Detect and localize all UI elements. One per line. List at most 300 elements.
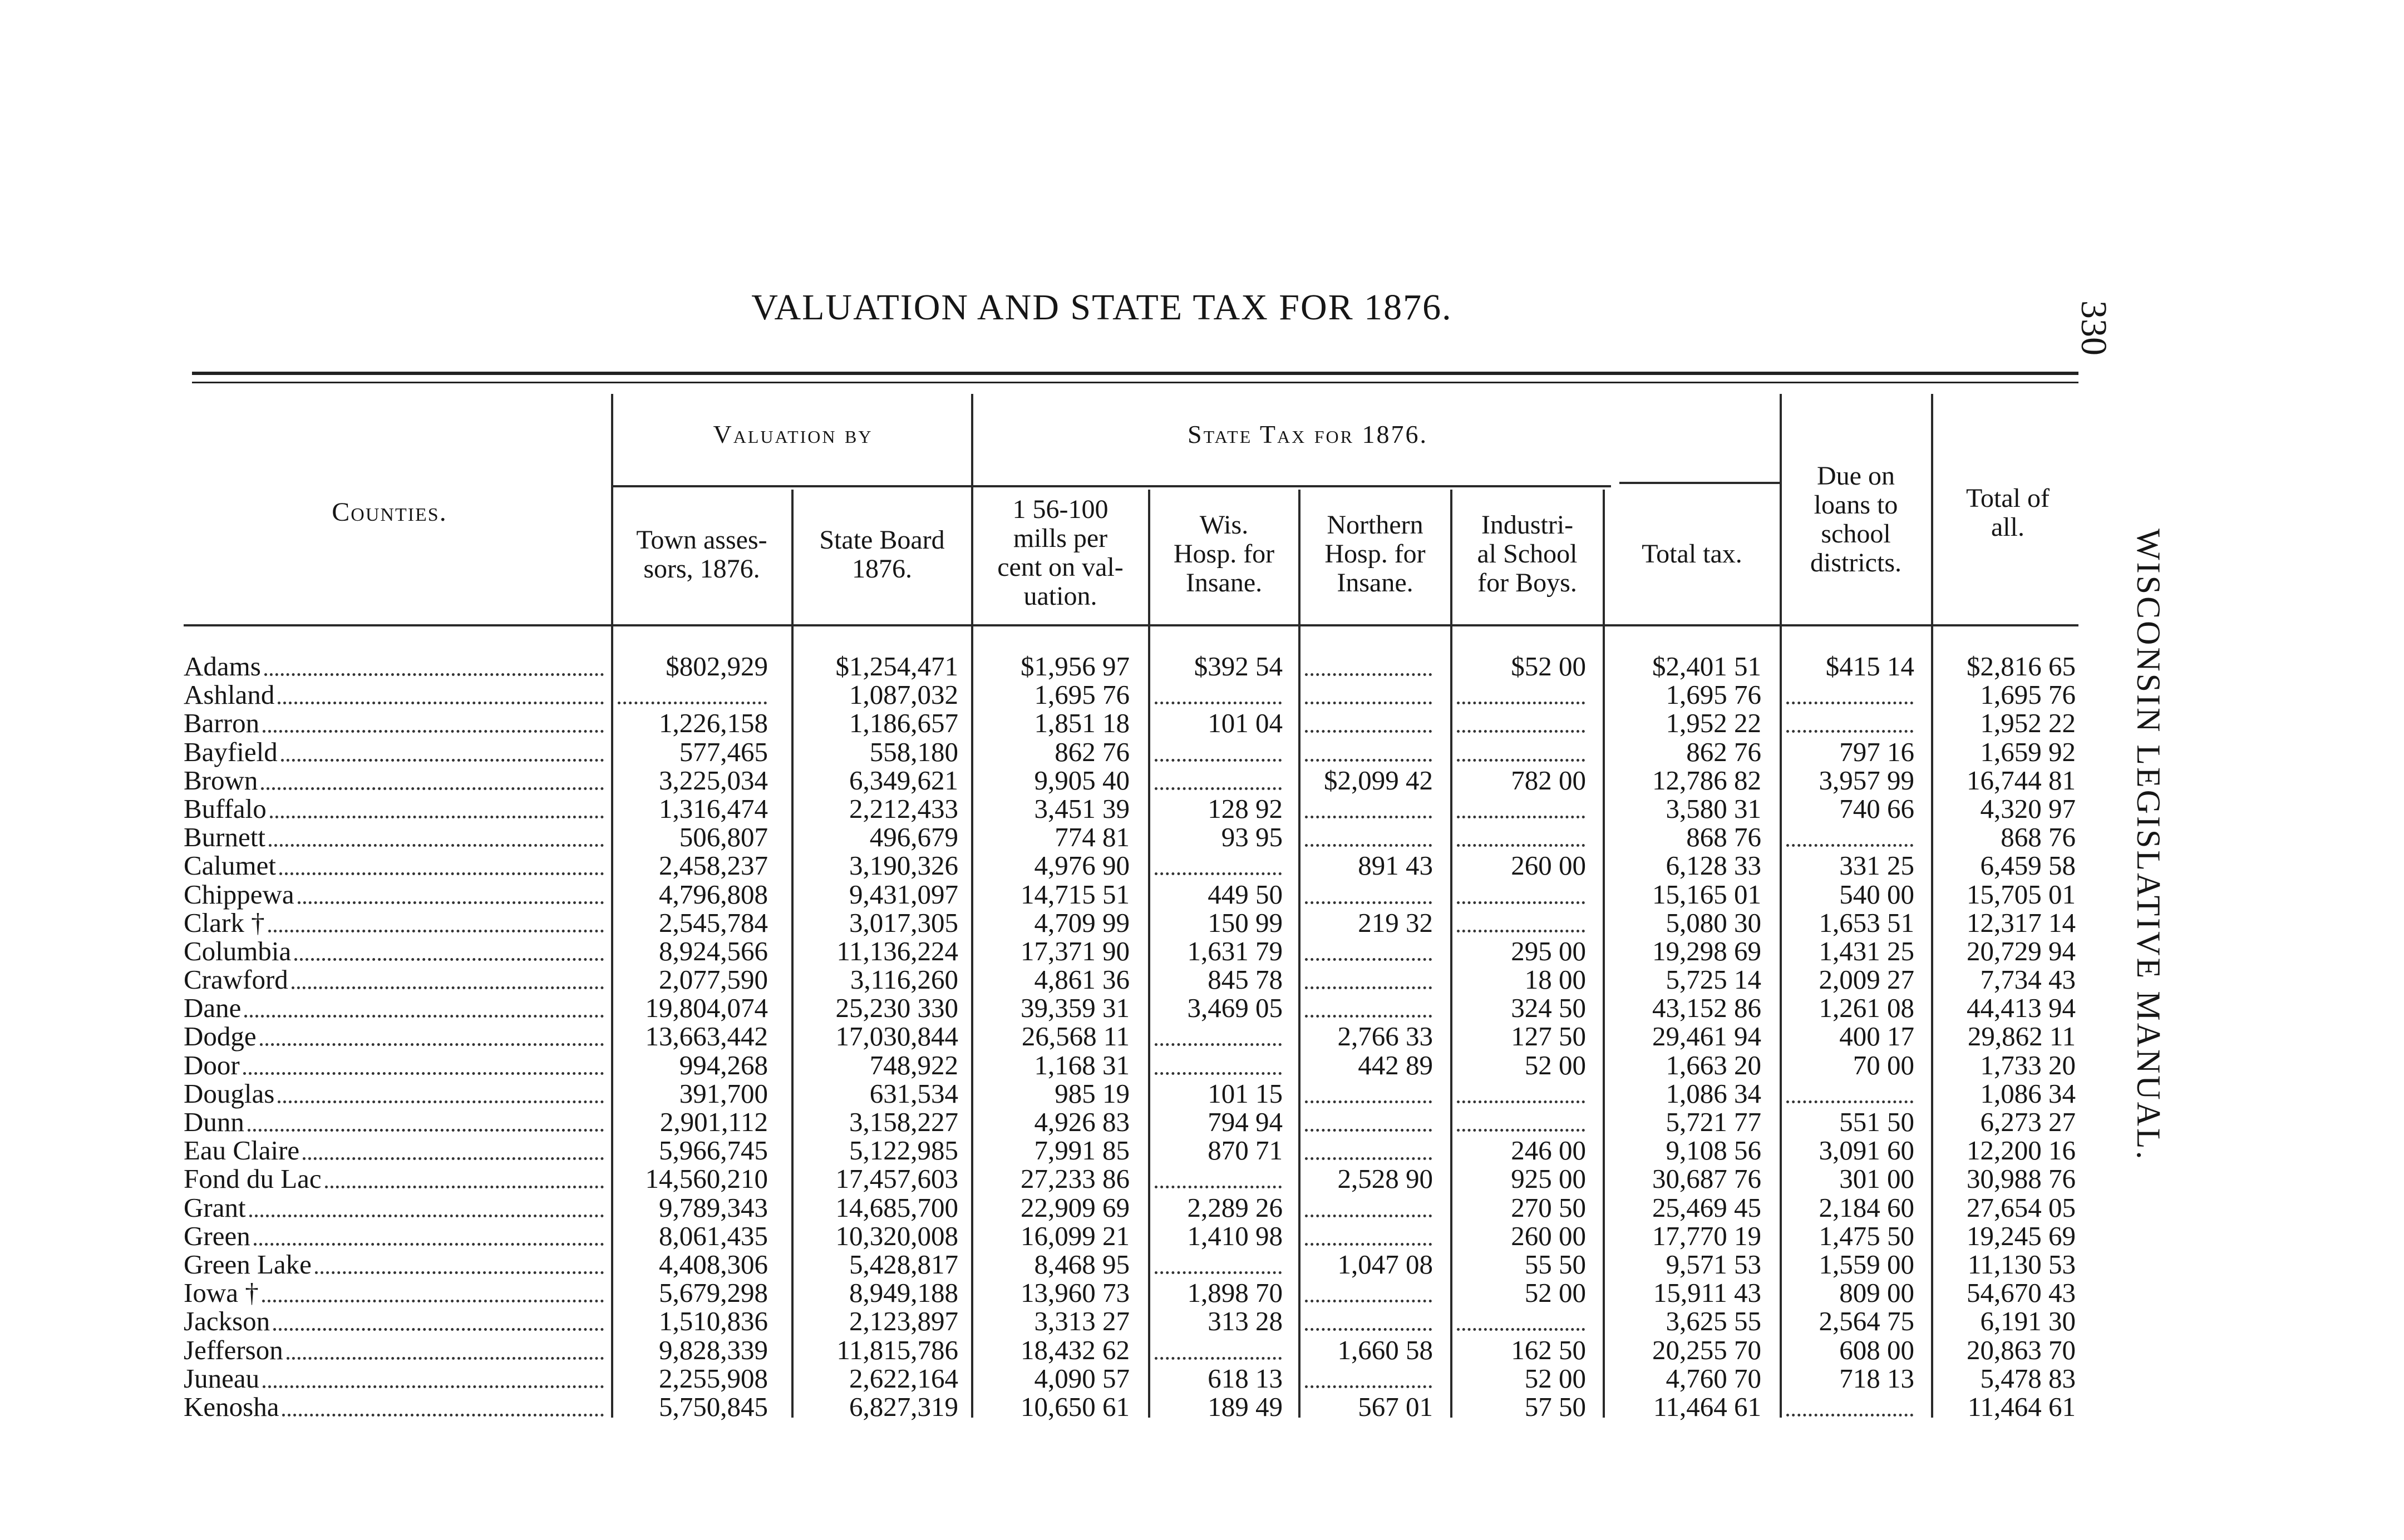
all-cell: 44,413 94 <box>1967 993 2076 1024</box>
county-name: Eau Claire <box>184 1135 300 1166</box>
board-cell: 5,122,985 <box>849 1135 958 1166</box>
total-cell: 3,580 31 <box>1666 793 1761 824</box>
mills-cell: 26,568 11 <box>1021 1021 1130 1052</box>
board-cell: 1,186,657 <box>849 708 958 739</box>
mills-cell: 27,233 86 <box>1021 1163 1130 1195</box>
total-cell: 5,080 30 <box>1666 907 1761 938</box>
empty-cell-leader <box>1305 673 1432 676</box>
total-cell: 5,725 14 <box>1666 964 1761 995</box>
mills-cell: 10,650 61 <box>1021 1391 1130 1422</box>
total-cell: 9,108 56 <box>1666 1135 1761 1166</box>
due-cell: 608 00 <box>1839 1334 1914 1365</box>
county-name: Adams <box>184 651 261 682</box>
board-cell: 9,431,097 <box>849 878 958 910</box>
county-name: Kenosha <box>184 1391 279 1422</box>
total-cell: 15,165 01 <box>1652 878 1761 910</box>
mills-cell: 4,090 57 <box>1034 1363 1130 1394</box>
board-cell: 2,622,164 <box>849 1363 958 1394</box>
county-name: Fond du Lac <box>184 1163 322 1195</box>
ind-cell: 57 50 <box>1524 1391 1586 1422</box>
board-cell: 14,685,700 <box>835 1192 958 1223</box>
empty-cell-leader <box>1305 1015 1432 1018</box>
board-cell: 2,123,897 <box>849 1306 958 1337</box>
county-name-cell <box>184 738 604 766</box>
town-cell: 5,750,845 <box>659 1391 768 1422</box>
due-cell: 809 00 <box>1839 1277 1914 1309</box>
table-row <box>184 794 2087 823</box>
page-title: VALUATION AND STATE TAX FOR 1876. <box>751 287 1452 328</box>
board-cell: 3,190,326 <box>849 850 958 881</box>
total-cell: 1,695 76 <box>1666 679 1761 710</box>
town-cell: 4,796,808 <box>659 878 768 910</box>
table-row <box>184 1193 2087 1222</box>
county-name: Columbia <box>184 935 292 966</box>
ind-cell: 52 00 <box>1524 1277 1586 1309</box>
mills-cell: 4,861 36 <box>1034 964 1130 995</box>
empty-cell-leader <box>1457 930 1585 932</box>
total-cell: 19,298 69 <box>1652 935 1761 966</box>
town-cell: 506,807 <box>679 822 768 853</box>
ind-cell: 18 00 <box>1524 964 1586 995</box>
all-cell: 19,245 69 <box>1967 1220 2076 1251</box>
due-cell: 1,431 25 <box>1819 935 1914 966</box>
wis-cell: 101 04 <box>1208 708 1283 739</box>
ind-cell: 925 00 <box>1511 1163 1586 1195</box>
all-cell: 15,705 01 <box>1967 878 2076 910</box>
due-cell: 301 00 <box>1839 1163 1914 1195</box>
all-cell: $2,816 65 <box>1967 651 2076 682</box>
town-cell: 2,077,590 <box>659 964 768 995</box>
empty-cell-leader <box>1305 1100 1432 1103</box>
empty-cell-leader <box>1457 816 1585 818</box>
all-cell: 54,670 43 <box>1967 1277 2076 1309</box>
due-cell: 1,475 50 <box>1819 1220 1914 1251</box>
all-cell: 868 76 <box>2001 822 2076 853</box>
dot-leader <box>279 851 604 875</box>
due-cell: 540 00 <box>1839 878 1914 910</box>
header-industrial-school: Industri- al School for Boys. <box>1477 510 1578 598</box>
total-cell: 20,255 70 <box>1652 1334 1761 1365</box>
board-cell: 3,158,227 <box>849 1107 958 1137</box>
total-cell: 12,786 82 <box>1652 764 1761 796</box>
empty-cell-leader <box>1305 1129 1432 1132</box>
table-row <box>184 994 2087 1022</box>
dot-leader <box>287 1336 604 1360</box>
north-cell: 891 43 <box>1358 850 1433 881</box>
dot-leader <box>264 652 604 676</box>
top-rule-thick <box>192 372 2078 375</box>
board-cell: 3,017,305 <box>849 907 958 938</box>
town-cell: 2,458,237 <box>659 850 768 881</box>
county-name: Brown <box>184 764 258 796</box>
valuation-group-rule <box>611 485 973 487</box>
town-cell: 8,061,435 <box>659 1220 768 1251</box>
north-cell: 1,660 58 <box>1337 1334 1433 1365</box>
empty-cell-leader <box>1305 1385 1432 1388</box>
due-cell: 331 25 <box>1839 850 1914 881</box>
wis-cell: 2,289 26 <box>1187 1192 1283 1223</box>
header-town-assessors: Town asses- sors, 1876. <box>636 525 767 584</box>
dot-leader <box>292 965 604 989</box>
ind-cell: 260 00 <box>1511 850 1586 881</box>
table-row <box>184 1079 2087 1108</box>
wis-cell: $392 54 <box>1194 651 1283 682</box>
state-tax-group-rule <box>971 485 1611 487</box>
table-row <box>184 1136 2087 1164</box>
empty-cell-leader <box>1457 901 1585 904</box>
table-row <box>184 1279 2087 1307</box>
mills-cell: 14,715 51 <box>1021 878 1130 910</box>
dot-leader <box>282 1393 604 1416</box>
empty-cell-leader <box>1457 1328 1585 1331</box>
mills-cell: $1,956 97 <box>1021 651 1130 682</box>
county-name: Burnett <box>184 822 265 853</box>
dot-leader <box>273 1307 604 1331</box>
ind-cell: 162 50 <box>1511 1334 1586 1365</box>
board-cell: $1,254,471 <box>835 651 958 682</box>
board-cell: 558,180 <box>869 736 958 767</box>
county-name-cell <box>184 1393 604 1421</box>
empty-cell-leader <box>1305 844 1432 847</box>
county-name: Douglas <box>184 1078 275 1109</box>
town-cell: 5,966,745 <box>659 1135 768 1166</box>
total-cell: 862 76 <box>1686 736 1761 767</box>
county-name-cell <box>184 880 604 909</box>
dot-leader <box>260 1022 604 1046</box>
due-cell: 797 16 <box>1839 736 1914 767</box>
mills-cell: 17,371 90 <box>1021 935 1130 966</box>
all-cell: 1,659 92 <box>1980 736 2076 767</box>
county-name: Dane <box>184 993 242 1024</box>
empty-cell-leader <box>1155 1072 1282 1075</box>
data-table-body <box>184 652 2087 1421</box>
county-name: Grant <box>184 1192 246 1223</box>
mills-cell: 1,168 31 <box>1034 1049 1130 1080</box>
county-name-cell <box>184 652 604 680</box>
board-cell: 748,922 <box>869 1049 958 1080</box>
total-cell: 17,770 19 <box>1652 1220 1761 1251</box>
town-cell: $802,929 <box>666 651 768 682</box>
table-row <box>184 680 2087 709</box>
empty-cell-leader <box>1305 730 1432 733</box>
all-cell: 6,273 27 <box>1980 1107 2076 1137</box>
town-cell: 577,465 <box>679 736 768 767</box>
ind-cell: 127 50 <box>1511 1021 1586 1052</box>
county-name-cell <box>184 909 604 937</box>
county-name-cell <box>184 851 604 880</box>
mills-cell: 39,359 31 <box>1021 993 1130 1024</box>
empty-cell-leader <box>1305 1243 1432 1246</box>
due-cell: 2,564 75 <box>1819 1306 1914 1337</box>
empty-cell-leader <box>618 702 767 704</box>
board-cell: 11,136,224 <box>836 935 958 966</box>
dot-leader <box>278 680 604 704</box>
all-cell: 4,320 97 <box>1980 793 2076 824</box>
table-row <box>184 1051 2087 1079</box>
empty-cell-leader <box>1155 702 1282 704</box>
table-row <box>184 1336 2087 1364</box>
table-row <box>184 652 2087 680</box>
table-row <box>184 1393 2087 1421</box>
county-name: Dodge <box>184 1021 257 1052</box>
table-row <box>184 1307 2087 1335</box>
total-cell: 15,911 43 <box>1653 1277 1761 1309</box>
town-cell: 9,828,339 <box>659 1334 768 1365</box>
empty-cell-leader <box>1305 702 1432 704</box>
total-cell: 1,952 22 <box>1666 708 1761 739</box>
table-row <box>184 1108 2087 1136</box>
wis-cell: 1,631 79 <box>1187 935 1283 966</box>
empty-cell-leader <box>1457 702 1585 704</box>
total-cell: $2,401 51 <box>1652 651 1761 682</box>
board-cell: 6,827,319 <box>849 1391 958 1422</box>
due-cell: 2,184 60 <box>1819 1192 1914 1223</box>
north-cell: 1,047 08 <box>1337 1248 1433 1280</box>
all-cell: 1,952 22 <box>1980 708 2076 739</box>
town-cell: 391,700 <box>679 1078 768 1109</box>
all-cell: 12,317 14 <box>1967 907 2076 938</box>
ind-cell: 55 50 <box>1524 1248 1586 1280</box>
all-cell: 6,191 30 <box>1980 1306 2076 1337</box>
header-mills: 1 56-100 mills per cent on val- uation. <box>997 495 1124 611</box>
total-cell: 9,571 53 <box>1666 1248 1761 1280</box>
due-cell: 70 00 <box>1853 1049 1914 1080</box>
wis-cell: 794 94 <box>1208 1107 1283 1137</box>
dot-leader <box>262 1279 604 1302</box>
all-cell: 1,733 20 <box>1980 1049 2076 1080</box>
total-cell: 6,128 33 <box>1666 850 1761 881</box>
table-row <box>184 738 2087 766</box>
county-name-cell <box>184 937 604 965</box>
town-cell: 8,924,566 <box>659 935 768 966</box>
town-cell: 9,789,343 <box>659 1192 768 1223</box>
town-cell: 3,225,034 <box>659 764 768 796</box>
empty-cell-leader <box>1786 1414 1913 1416</box>
all-cell: 1,086 34 <box>1980 1078 2076 1109</box>
dot-leader <box>243 1051 604 1075</box>
top-rule-thin <box>192 382 2078 383</box>
due-cell: 3,957 99 <box>1819 764 1914 796</box>
wis-cell: 845 78 <box>1208 964 1283 995</box>
north-cell: 2,766 33 <box>1337 1021 1433 1052</box>
due-cell: 1,653 51 <box>1819 907 1914 938</box>
empty-cell-leader <box>1155 1357 1282 1360</box>
empty-cell-leader <box>1305 1157 1432 1160</box>
wis-cell: 870 71 <box>1208 1135 1283 1166</box>
empty-cell-leader <box>1305 1300 1432 1302</box>
wis-cell: 3,469 05 <box>1187 993 1283 1024</box>
county-name: Ashland <box>184 679 275 710</box>
dot-leader <box>303 1136 604 1160</box>
board-cell: 10,320,008 <box>835 1220 958 1251</box>
county-name: Green <box>184 1220 250 1251</box>
county-name: Crawford <box>184 964 288 995</box>
ind-cell: 782 00 <box>1511 764 1586 796</box>
north-cell: 2,528 90 <box>1337 1163 1433 1195</box>
empty-cell-leader <box>1786 1100 1913 1103</box>
county-name-cell <box>184 766 604 794</box>
county-name-cell <box>184 1164 604 1193</box>
due-cell: 400 17 <box>1839 1021 1914 1052</box>
dot-leader <box>269 823 604 847</box>
wis-cell: 101 15 <box>1208 1078 1283 1109</box>
due-cell: 1,559 00 <box>1819 1248 1914 1280</box>
due-cell: 718 13 <box>1839 1363 1914 1394</box>
board-cell: 631,534 <box>869 1078 958 1109</box>
total-cell: 1,086 34 <box>1666 1078 1761 1109</box>
table-row <box>184 937 2087 965</box>
empty-cell-leader <box>1155 787 1282 790</box>
wis-cell: 128 92 <box>1208 793 1283 824</box>
dot-leader <box>263 1364 604 1388</box>
all-cell: 12,200 16 <box>1967 1135 2076 1166</box>
county-name: Chippewa <box>184 878 294 910</box>
town-cell: 5,679,298 <box>659 1277 768 1309</box>
county-name: Door <box>184 1049 240 1080</box>
total-tax-top-rule <box>1619 482 1781 484</box>
ind-cell: 324 50 <box>1511 993 1586 1024</box>
total-cell: 29,461 94 <box>1652 1021 1761 1052</box>
mills-cell: 4,709 99 <box>1034 907 1130 938</box>
table-row <box>184 1164 2087 1193</box>
header-state-tax-group: State Tax for 1876. <box>1188 420 1428 448</box>
empty-cell-leader <box>1786 844 1913 847</box>
all-cell: 7,734 43 <box>1980 964 2076 995</box>
wis-cell: 618 13 <box>1208 1363 1283 1394</box>
empty-cell-leader <box>1457 1100 1585 1103</box>
empty-cell-leader <box>1155 1043 1282 1046</box>
due-cell: 740 66 <box>1839 793 1914 824</box>
county-name-cell <box>184 1079 604 1108</box>
county-name-cell <box>184 823 604 851</box>
dot-leader <box>315 1250 604 1274</box>
table-row <box>184 766 2087 794</box>
dot-leader <box>244 994 604 1018</box>
county-name-cell <box>184 965 604 994</box>
town-cell: 2,545,784 <box>659 907 768 938</box>
county-name: Calumet <box>184 850 277 881</box>
empty-cell-leader <box>1155 1271 1282 1274</box>
empty-cell-leader <box>1305 986 1432 989</box>
ind-cell: 52 00 <box>1524 1049 1586 1080</box>
mills-cell: 4,976 90 <box>1034 850 1130 881</box>
county-name-cell <box>184 1108 604 1136</box>
county-name: Bayfield <box>184 736 278 767</box>
dot-leader <box>294 937 604 961</box>
table-row <box>184 880 2087 909</box>
header-bottom-rule <box>184 624 2078 626</box>
dot-leader <box>278 1079 604 1103</box>
empty-cell-leader <box>1305 1328 1432 1331</box>
town-cell: 1,316,474 <box>659 793 768 824</box>
town-cell: 14,560,210 <box>645 1163 768 1195</box>
town-cell: 1,226,158 <box>659 708 768 739</box>
empty-cell-leader <box>1305 816 1432 818</box>
total-cell: 1,663 20 <box>1666 1049 1761 1080</box>
total-cell: 11,464 61 <box>1653 1391 1761 1422</box>
town-cell: 994,268 <box>679 1049 768 1080</box>
county-name-cell <box>184 1307 604 1335</box>
county-name: Iowa † <box>184 1277 259 1309</box>
north-cell: $2,099 42 <box>1324 764 1433 796</box>
town-cell: 13,663,442 <box>645 1021 768 1052</box>
county-name: Dunn <box>184 1107 244 1137</box>
board-cell: 496,679 <box>869 822 958 853</box>
empty-cell-leader <box>1155 1186 1282 1188</box>
running-head: WISCONSIN LEGISLATIVE MANUAL. <box>2130 529 2167 1162</box>
county-name-cell <box>184 1022 604 1050</box>
wis-cell: 150 99 <box>1208 907 1283 938</box>
all-cell: 16,744 81 <box>1967 764 2076 796</box>
county-name-cell <box>184 1364 604 1393</box>
wis-cell: 1,410 98 <box>1187 1220 1283 1251</box>
empty-cell-leader <box>1786 730 1913 733</box>
county-name: Juneau <box>184 1363 260 1394</box>
dot-leader <box>281 738 604 762</box>
all-cell: 11,130 53 <box>1967 1248 2076 1280</box>
county-name-cell <box>184 680 604 709</box>
town-cell: 1,510,836 <box>659 1306 768 1337</box>
dot-leader <box>263 709 604 733</box>
north-cell: 442 89 <box>1358 1049 1433 1080</box>
dot-leader <box>249 1193 604 1217</box>
north-cell: 567 01 <box>1358 1391 1433 1422</box>
mills-cell: 1,695 76 <box>1034 679 1130 710</box>
header-wis-hosp: Wis. Hosp. for Insane. <box>1173 510 1275 598</box>
mills-cell: 8,468 95 <box>1034 1248 1130 1280</box>
dot-leader <box>254 1222 604 1246</box>
county-name: Jefferson <box>184 1334 283 1365</box>
all-cell: 11,464 61 <box>1967 1391 2076 1422</box>
county-name-cell <box>184 1051 604 1079</box>
wis-cell: 93 95 <box>1221 822 1283 853</box>
all-cell: 6,459 58 <box>1980 850 2076 881</box>
empty-cell-leader <box>1457 759 1585 762</box>
board-cell: 2,212,433 <box>849 793 958 824</box>
wis-cell: 1,898 70 <box>1187 1277 1283 1309</box>
empty-cell-leader <box>1305 759 1432 762</box>
empty-cell-leader <box>1457 1129 1585 1132</box>
county-name-cell <box>184 794 604 823</box>
mills-cell: 13,960 73 <box>1021 1277 1130 1309</box>
header-total-of-all: Total of all. <box>1966 483 2050 542</box>
total-cell: 868 76 <box>1686 822 1761 853</box>
mills-cell: 22,909 69 <box>1021 1192 1130 1223</box>
north-cell: 219 32 <box>1358 907 1433 938</box>
dot-leader <box>298 880 604 904</box>
mills-cell: 7,991 85 <box>1034 1135 1130 1166</box>
mills-cell: 3,313 27 <box>1034 1306 1130 1337</box>
all-cell: 20,729 94 <box>1967 935 2076 966</box>
table-row <box>184 851 2087 880</box>
total-cell: 25,469 45 <box>1652 1192 1761 1223</box>
ind-cell: 295 00 <box>1511 935 1586 966</box>
wis-cell: 449 50 <box>1208 878 1283 910</box>
due-cell: 2,009 27 <box>1819 964 1914 995</box>
dot-leader <box>268 909 604 932</box>
empty-cell-leader <box>1457 844 1585 847</box>
total-cell: 5,721 77 <box>1666 1107 1761 1137</box>
mills-cell: 774 81 <box>1055 822 1130 853</box>
county-name-cell <box>184 1250 604 1279</box>
empty-cell-leader <box>1786 702 1913 704</box>
empty-cell-leader <box>1457 730 1585 733</box>
board-cell: 25,230 330 <box>835 993 958 1024</box>
header-total-tax: Total tax. <box>1642 539 1742 569</box>
county-name: Buffalo <box>184 793 267 824</box>
board-cell: 1,087,032 <box>849 679 958 710</box>
all-cell: 27,654 05 <box>1967 1192 2076 1223</box>
